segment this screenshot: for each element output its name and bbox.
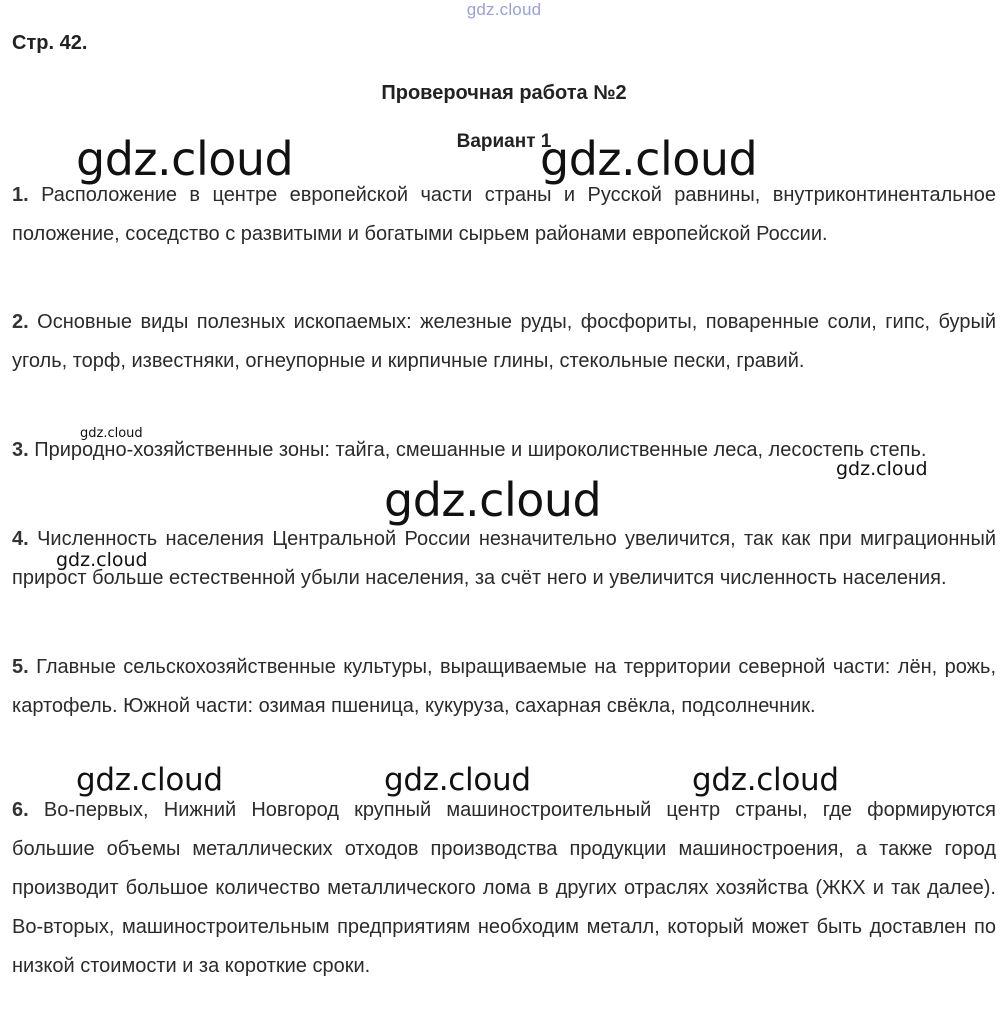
answer-text: Природно-хозяйственные зоны: тайга, смешанные и широколиственные леса, лесостепь степь.	[34, 439, 927, 461]
page-number: Стр. 42.	[12, 32, 88, 54]
answer-text: Во-первых, Нижний Новгород крупный машиностроительный центр страны, где формируются большие объемы металлических отходов производства продукции машиностроения, а также город производит большое количество металлического лома в других отраслях хозяйства (ЖКХ и так далее). Во-вторых, машиностроительным предприятиям необходим металл, который может быть доставлен по низкой стоимости и за короткие сроки.	[12, 799, 997, 977]
watermark: gdz.cloud	[56, 549, 148, 571]
watermark: gdz.cloud	[692, 762, 839, 798]
answer-number: 5.	[12, 656, 29, 678]
page-title: Проверочная работа №2	[381, 82, 627, 104]
answer-text: Главные сельскохозяйственные культуры, выращиваемые на территории северной части: лён, рожь, картофель. Южной части: озимая пшеница, кукуруза, сахарная свёкла, подсолнечник.	[12, 656, 997, 717]
variant-heading: Вариант 1	[456, 131, 552, 152]
answer-number: 4.	[12, 528, 29, 550]
answer-2	[12, 303, 996, 381]
watermark: gdz.cloud	[80, 426, 143, 441]
watermark: gdz.cloud	[384, 473, 602, 527]
answer-text: Численность населения Центральной России незначительно увеличится, так как при миграционный прирост больше естественной убыли населения, за счёт него и увеличится численность населения.	[12, 528, 996, 589]
answer-3	[12, 431, 996, 470]
answer-number: 1.	[12, 184, 29, 206]
site-header[interactable]: gdz.cloud	[466, 0, 542, 19]
watermark: gdz.cloud	[384, 762, 531, 798]
answer-1	[12, 176, 996, 254]
answer-6	[12, 791, 996, 986]
answer-5	[12, 648, 996, 726]
watermark: gdz.cloud	[76, 762, 223, 798]
answer-text: Расположение в центре европейской части страны и Русской равнины, внутриконтинентальное положение, соседство с развитыми и богатыми сырьем районами европейской России.	[12, 184, 996, 245]
answer-number: 2.	[12, 311, 29, 333]
watermark: gdz.cloud	[836, 458, 928, 480]
answer-number: 6.	[12, 799, 29, 821]
watermark: gdz.cloud	[76, 132, 294, 186]
answer-4	[12, 520, 996, 598]
answer-number: 3.	[12, 439, 29, 461]
answer-text: Основные виды полезных ископаемых: железные руды, фосфориты, поваренные соли, гипс, бурый уголь, торф, известняки, огнеупорные и кирпичные глины, стекольные пески, гравий.	[12, 311, 997, 372]
watermark: gdz.cloud	[540, 132, 758, 186]
